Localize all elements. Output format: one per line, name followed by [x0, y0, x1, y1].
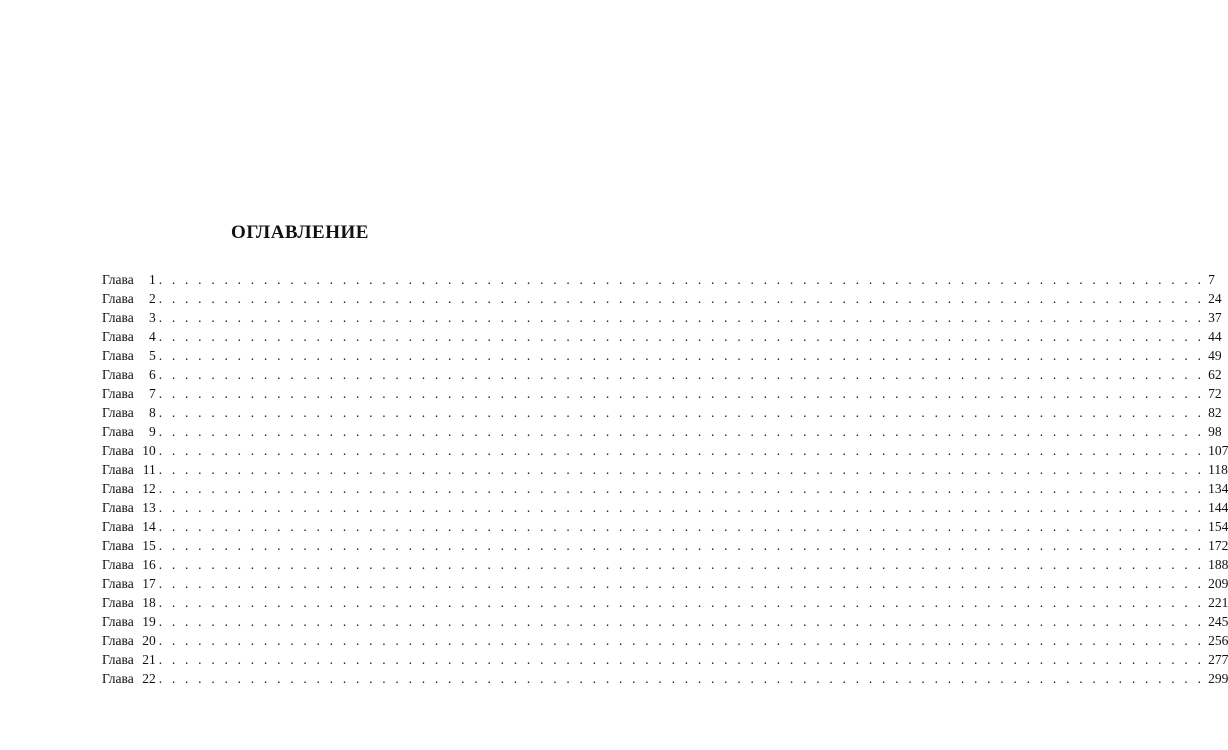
chapter-number: 6 [148, 367, 156, 382]
page-number: 7 [1208, 272, 1215, 287]
page-number: 98 [1208, 424, 1222, 439]
page-number: 82 [1208, 405, 1222, 420]
page-number: 62 [1208, 367, 1222, 382]
dot-leader: . . . . . . . . . . . . . . . . . . . . . . . . . . . . . . . . . . . . . . . . . . . . . . . . . . . . . . . . . . . . . . . . . . . . . . . . . . . . . . . . [158, 519, 1205, 534]
page-title: ОГЛАВЛЕНИЕ [231, 222, 369, 243]
chapter-number: 15 [142, 538, 156, 553]
chapter-number: 14 [142, 519, 156, 534]
chapter-number: 19 [142, 614, 156, 629]
dot-leader: . . . . . . . . . . . . . . . . . . . . . . . . . . . . . . . . . . . . . . . . . . . . . . . . . . . . . . . . . . . . . . . . . . . . . . . . . . . . . . . . [158, 424, 1205, 439]
page-number: 134 [1208, 481, 1228, 496]
toc-entry [102, 574, 1228, 593]
chapter-label: Глава [102, 671, 134, 686]
dot-leader: . . . . . . . . . . . . . . . . . . . . . . . . . . . . . . . . . . . . . . . . . . . . . . . . . . . . . . . . . . . . . . . . . . . . . . . . . . . . . . . . [158, 557, 1205, 572]
page-number: 299 [1208, 671, 1228, 686]
toc-entry [102, 327, 1222, 346]
dot-leader: . . . . . . . . . . . . . . . . . . . . . . . . . . . . . . . . . . . . . . . . . . . . . . . . . . . . . . . . . . . . . . . . . . . . . . . . . . . . . . . . [158, 405, 1205, 420]
chapter-label: Глава [102, 443, 134, 458]
chapter-number: 11 [142, 462, 156, 477]
toc-entry [102, 631, 1228, 650]
table-of-contents [102, 270, 1228, 688]
dot-leader: . . . . . . . . . . . . . . . . . . . . . . . . . . . . . . . . . . . . . . . . . . . . . . . . . . . . . . . . . . . . . . . . . . . . . . . . . . . . . . . . [158, 500, 1205, 515]
chapter-number: 20 [142, 633, 156, 648]
chapter-label: Глава [102, 462, 134, 477]
toc-entry [102, 498, 1228, 517]
dot-leader: . . . . . . . . . . . . . . . . . . . . . . . . . . . . . . . . . . . . . . . . . . . . . . . . . . . . . . . . . . . . . . . . . . . . . . . . . . . . . . . . [158, 633, 1205, 648]
toc-entry [102, 517, 1228, 536]
dot-leader: . . . . . . . . . . . . . . . . . . . . . . . . . . . . . . . . . . . . . . . . . . . . . . . . . . . . . . . . . . . . . . . . . . . . . . . . . . . . . . . . [158, 462, 1205, 477]
chapter-number: 2 [148, 291, 156, 306]
dot-leader: . . . . . . . . . . . . . . . . . . . . . . . . . . . . . . . . . . . . . . . . . . . . . . . . . . . . . . . . . . . . . . . . . . . . . . . . . . . . . . . . [158, 329, 1205, 344]
toc-entry [102, 384, 1222, 403]
chapter-number: 1 [148, 272, 156, 287]
toc-entry [102, 555, 1228, 574]
toc-entry [102, 593, 1228, 612]
toc-entry [102, 612, 1228, 631]
toc-entry [102, 422, 1222, 441]
page-number: 221 [1208, 595, 1228, 610]
chapter-number: 4 [148, 329, 156, 344]
dot-leader: . . . . . . . . . . . . . . . . . . . . . . . . . . . . . . . . . . . . . . . . . . . . . . . . . . . . . . . . . . . . . . . . . . . . . . . . . . . . . . . . [158, 348, 1205, 363]
toc-entry [102, 289, 1222, 308]
chapter-number: 18 [142, 595, 156, 610]
dot-leader: . . . . . . . . . . . . . . . . . . . . . . . . . . . . . . . . . . . . . . . . . . . . . . . . . . . . . . . . . . . . . . . . . . . . . . . . . . . . . . . . [158, 443, 1205, 458]
chapter-label: Глава [102, 557, 134, 572]
chapter-number: 3 [148, 310, 156, 325]
dot-leader: . . . . . . . . . . . . . . . . . . . . . . . . . . . . . . . . . . . . . . . . . . . . . . . . . . . . . . . . . . . . . . . . . . . . . . . . . . . . . . . . [158, 481, 1205, 496]
chapter-number: 8 [148, 405, 156, 420]
toc-entry [102, 536, 1228, 555]
dot-leader: . . . . . . . . . . . . . . . . . . . . . . . . . . . . . . . . . . . . . . . . . . . . . . . . . . . . . . . . . . . . . . . . . . . . . . . . . . . . . . . . [158, 671, 1205, 686]
dot-leader: . . . . . . . . . . . . . . . . . . . . . . . . . . . . . . . . . . . . . . . . . . . . . . . . . . . . . . . . . . . . . . . . . . . . . . . . . . . . . . . . [158, 367, 1205, 382]
chapter-number: 5 [148, 348, 156, 363]
toc-entry [102, 308, 1222, 327]
chapter-label: Глава [102, 367, 134, 382]
toc-entry [102, 365, 1222, 384]
chapter-number: 17 [142, 576, 156, 591]
dot-leader: . . . . . . . . . . . . . . . . . . . . . . . . . . . . . . . . . . . . . . . . . . . . . . . . . . . . . . . . . . . . . . . . . . . . . . . . . . . . . . . . [158, 614, 1205, 629]
chapter-label: Глава [102, 329, 134, 344]
toc-entry [102, 669, 1228, 688]
dot-leader: . . . . . . . . . . . . . . . . . . . . . . . . . . . . . . . . . . . . . . . . . . . . . . . . . . . . . . . . . . . . . . . . . . . . . . . . . . . . . . . . [158, 538, 1205, 553]
page-number: 118 [1208, 462, 1228, 477]
chapter-label: Глава [102, 519, 134, 534]
dot-leader: . . . . . . . . . . . . . . . . . . . . . . . . . . . . . . . . . . . . . . . . . . . . . . . . . . . . . . . . . . . . . . . . . . . . . . . . . . . . . . . . [158, 576, 1205, 591]
page-number: 188 [1208, 557, 1228, 572]
chapter-number: 10 [142, 443, 156, 458]
chapter-label: Глава [102, 614, 134, 629]
dot-leader: . . . . . . . . . . . . . . . . . . . . . . . . . . . . . . . . . . . . . . . . . . . . . . . . . . . . . . . . . . . . . . . . . . . . . . . . . . . . . . . . [158, 386, 1205, 401]
page-number: 44 [1208, 329, 1222, 344]
chapter-number: 9 [148, 424, 156, 439]
chapter-label: Глава [102, 500, 134, 515]
dot-leader: . . . . . . . . . . . . . . . . . . . . . . . . . . . . . . . . . . . . . . . . . . . . . . . . . . . . . . . . . . . . . . . . . . . . . . . . . . . . . . . . [158, 310, 1205, 325]
chapter-label: Глава [102, 386, 134, 401]
page-number: 245 [1208, 614, 1228, 629]
chapter-number: 12 [142, 481, 156, 496]
page-number: 172 [1208, 538, 1228, 553]
page-number: 37 [1208, 310, 1222, 325]
chapter-label: Глава [102, 595, 134, 610]
chapter-label: Глава [102, 272, 134, 287]
chapter-label: Глава [102, 310, 134, 325]
dot-leader: . . . . . . . . . . . . . . . . . . . . . . . . . . . . . . . . . . . . . . . . . . . . . . . . . . . . . . . . . . . . . . . . . . . . . . . . . . . . . . . . [158, 652, 1205, 667]
chapter-label: Глава [102, 348, 134, 363]
toc-entry [102, 460, 1228, 479]
dot-leader: . . . . . . . . . . . . . . . . . . . . . . . . . . . . . . . . . . . . . . . . . . . . . . . . . . . . . . . . . . . . . . . . . . . . . . . . . . . . . . . . [158, 595, 1205, 610]
chapter-label: Глава [102, 538, 134, 553]
page-number: 209 [1208, 576, 1228, 591]
chapter-label: Глава [102, 291, 134, 306]
toc-entry [102, 403, 1222, 422]
toc-entry [102, 441, 1228, 460]
chapter-label: Глава [102, 576, 134, 591]
toc-entry [102, 270, 1215, 289]
toc-entry [102, 479, 1228, 498]
chapter-label: Глава [102, 424, 134, 439]
page-number: 49 [1208, 348, 1222, 363]
page-number: 256 [1208, 633, 1228, 648]
chapter-label: Глава [102, 405, 134, 420]
chapter-number: 21 [142, 652, 156, 667]
dot-leader: . . . . . . . . . . . . . . . . . . . . . . . . . . . . . . . . . . . . . . . . . . . . . . . . . . . . . . . . . . . . . . . . . . . . . . . . . . . . . . . . [158, 291, 1205, 306]
page-number: 144 [1208, 500, 1228, 515]
page-number: 107 [1208, 443, 1228, 458]
page-number: 277 [1208, 652, 1228, 667]
dot-leader: . . . . . . . . . . . . . . . . . . . . . . . . . . . . . . . . . . . . . . . . . . . . . . . . . . . . . . . . . . . . . . . . . . . . . . . . . . . . . . . . [158, 272, 1205, 287]
page-number: 24 [1208, 291, 1222, 306]
chapter-number: 7 [148, 386, 156, 401]
chapter-number: 16 [142, 557, 156, 572]
chapter-number: 13 [142, 500, 156, 515]
chapter-label: Глава [102, 633, 134, 648]
toc-entry [102, 650, 1228, 669]
toc-entry [102, 346, 1222, 365]
page-number: 154 [1208, 519, 1228, 534]
chapter-label: Глава [102, 652, 134, 667]
chapter-number: 22 [142, 671, 156, 686]
page-number: 72 [1208, 386, 1222, 401]
chapter-label: Глава [102, 481, 134, 496]
